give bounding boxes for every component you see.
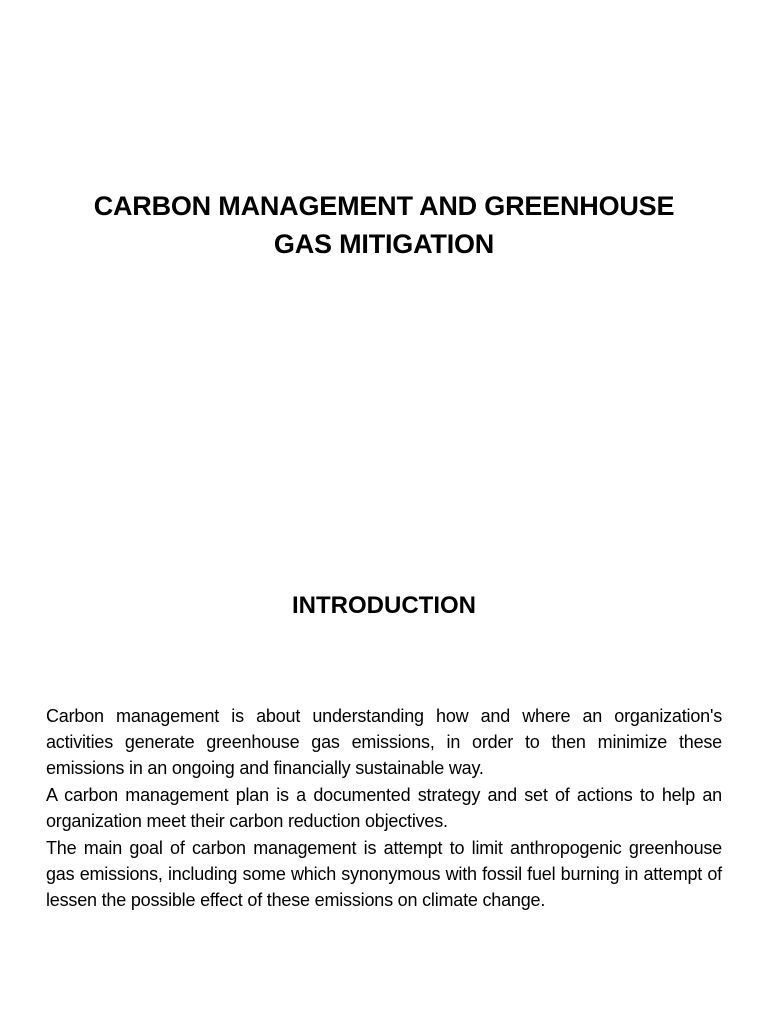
paragraph-2: A carbon management plan is a documented strategy and set of actions to help an organization meet their carbon reduction objectives. <box>46 785 722 831</box>
title-line-2: GAS MITIGATION <box>273 229 495 259</box>
document-title <box>40 187 728 263</box>
paragraph-1: Carbon management is about understanding how and where an organization's activities generate greenhouse gas emissions, in order to then minimize these emissions in an ongoing and financially sustainable way. <box>46 706 722 778</box>
paragraph-3: The main goal of carbon management is attempt to limit anthropogenic greenhouse gas emissions, including some which synonymous with fossil fuel burning in attempt of lessen the possible effect of these emissions on climate change. <box>46 838 722 910</box>
introduction-body <box>46 703 722 914</box>
section-heading-introduction: INTRODUCTION <box>292 592 476 619</box>
title-line-1: CARBON MANAGEMENT AND GREENHOUSE <box>93 191 675 221</box>
